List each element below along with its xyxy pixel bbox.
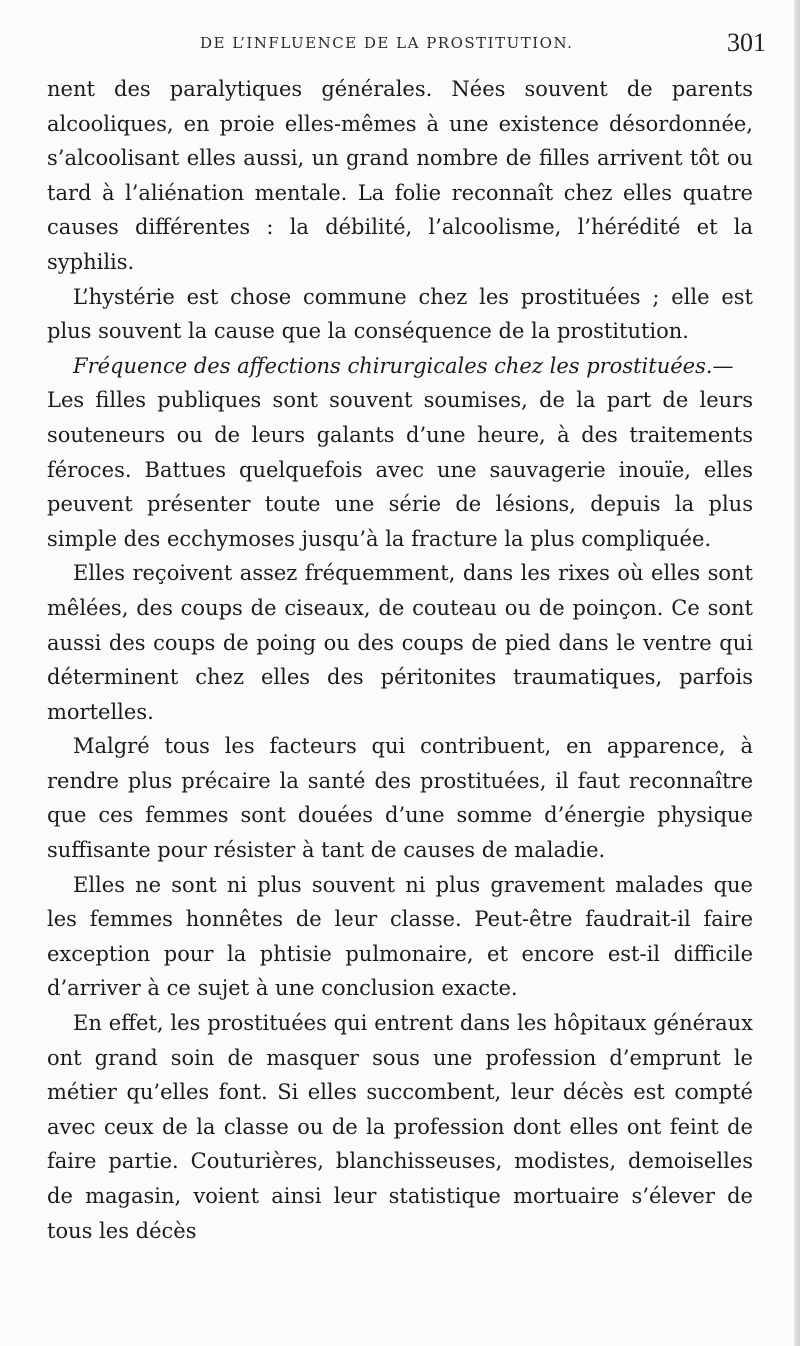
- section-dash: —: [712, 353, 734, 378]
- running-title: DE L’INFLUENCE DE LA PROSTITUTION.: [200, 34, 574, 52]
- paragraph-section-first: Les filles publiques sont souvent soumises, de la part de leurs souteneurs ou de leurs galants d’une heure, à des traitements féroces. Battues quelquefois avec une sauvagerie inouïe, elles peuvent présenter toute une série de lésions, depuis la plus simple des ecchymoses jusqu’à la fracture la plus compliquée.: [47, 388, 753, 551]
- paragraph-energy: Malgré tous les facteurs qui contribuent, en apparence, à rendre plus précaire la santé des prostituées, il faut reconnaître que ces femmes sont douées d’une somme d’énergie physique suffisante pour résister à tant de causes de maladie.: [47, 734, 753, 863]
- body-text: [47, 72, 753, 1248]
- section-heading-paragraph: [47, 349, 753, 384]
- paragraph-continued: nent des paralytiques générales. Nées souvent de parents alcooliques, en proie elles-mêmes à une existence désordonnée, s’alcoolisant elles aussi, un grand nombre de filles arrivent tôt ou tard à l’aliénation mentale. La folie reconnaît chez elles quatre causes différentes : la débilité, l’alcoolisme, l’hérédité et la syphilis.: [47, 77, 753, 274]
- paragraph-hysteria: L’hystérie est chose commune chez les prostituées ; elle est plus souvent la cause que la conséquence de la prostitution.: [47, 284, 753, 344]
- paragraph-hospitals: En effet, les prostituées qui entrent dans les hôpitaux généraux ont grand soin de masquer sous une profession d’emprunt le métier qu’elles font. Si elles succombent, leur décès est compté avec ceux de la classe ou de la profession dont elles ont feint de faire partie. Couturières, blanchisseuses, modistes, demoiselles de magasin, voient ainsi leur statistique mortuaire s’élever de tous les décès: [47, 1011, 753, 1243]
- scan-edge-shadow: [794, 0, 800, 1346]
- section-title: Fréquence des affections chirurgicales chez les prostituées.: [73, 353, 713, 378]
- paragraph-wounds: Elles reçoivent assez fréquemment, dans les rixes où elles sont mêlées, des coups de ciseaux, de couteau ou de poinçon. Ce sont aussi des coups de poing ou des coups de pied dans le ventre qui déterminent chez elles des péritonites traumatiques, parfois mortelles.: [47, 561, 753, 724]
- paragraph-illness: Elles ne sont ni plus souvent ni plus gravement malades que les femmes honnêtes de leur classe. Peut-être faudrait-il faire exception pour la phtisie pulmonaire, et encore est-il difficile d’arriver à ce sujet à une conclusion exacte.: [47, 872, 753, 1001]
- page-number: 301: [727, 28, 766, 57]
